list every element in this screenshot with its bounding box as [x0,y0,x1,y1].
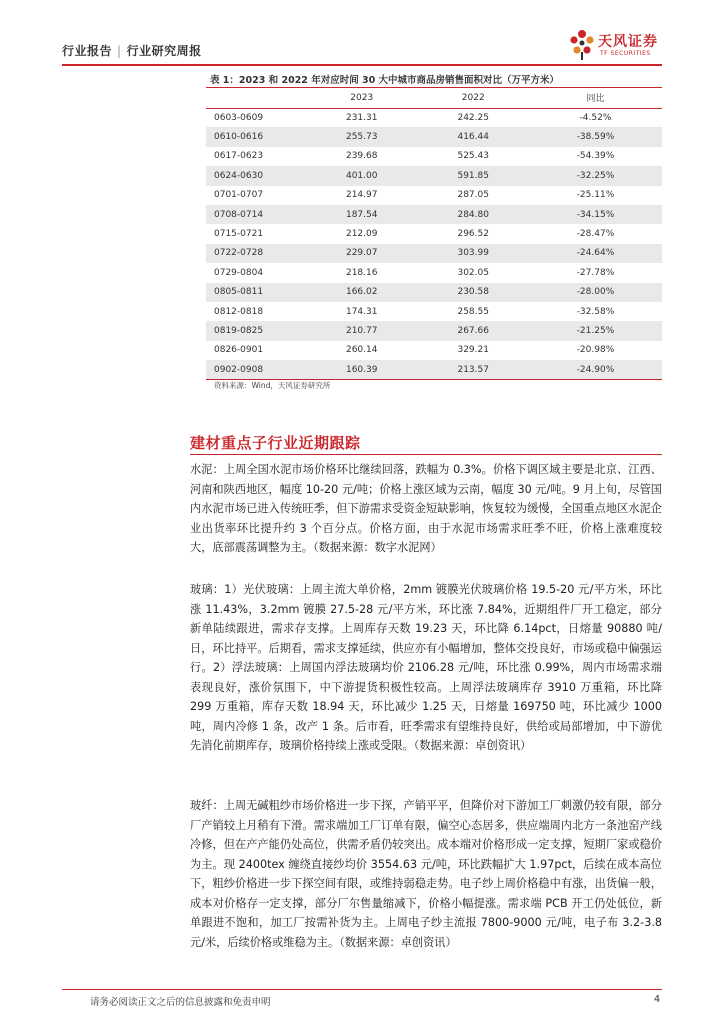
footer-disclaimer: 请务必阅读正文之后的信息披露和免责申明 [90,997,271,1008]
table-cell: -4.52% [579,112,612,123]
fiberglass-paragraph: 玻纤：上周无碱粗纱市场价格进一步下探，产销平平，但降价对下游加工厂刺激仍较有限，部分厂产销较上月稍有下滑。需求端加工厂订单有限，偏空心态居多，供应端周内北方一条池窑产线冷修，但在产产能仍处高位，供需矛盾仍较突出。成本端对价格形成一定支撑，短期厂家或稳价为主。现 2400tex 缠绕直接纱均价 3554.63 元/吨，环比跌幅扩大 1.97pct，后续在成本高位下，粗纱价格进一步下探空间有限，或维持弱稳走势。电子纱上周价格稳中有涨，出货偏一般，成本对价格存一定支撑，部分厂尔售量缩减下，价格小幅提涨。需求端 PCB 开工仍处低位，新单跟进不饱和，加工厂按需补货为主。上周电子纱主流报 7800-9000 元/吨，电子布 3.2-3.8 元/米，后续价格或维稳为主。（数据来源：卓创资讯） [190,799,662,949]
table-cell: 0603-0609 [214,112,264,123]
table-row [206,321,662,340]
logo-text-en: TF SECURITIES [600,50,651,57]
table-cell: 0729-0804 [214,267,264,278]
table-cell: 329.21 [457,345,489,356]
section-divider [190,454,662,455]
report-type [62,42,202,59]
report-category: 行业报告 [62,44,113,58]
table-cell: 213.57 [417,360,528,379]
table-cell: 0819-0825 [206,321,306,340]
table-cell: 0610-0616 [206,127,306,146]
table-cell: 166.02 [306,283,417,302]
table-cell: -28.47% [576,229,615,240]
table-cell: 267.66 [417,321,528,340]
table-cell: -20.98% [576,345,615,356]
table-row [206,283,662,302]
table-cell: 231.31 [345,112,378,123]
table-cell: 0617-0623 [214,151,264,162]
table-cell: -34.15% [529,205,662,224]
table-cell: 296.52 [457,229,489,240]
sales-area-table [206,88,662,380]
table-cell: 174.31 [345,306,378,317]
table-cell: -32.25% [529,166,662,185]
company-logo [568,28,668,62]
table-cell: 214.97 [345,190,378,201]
table-cell: -38.59% [529,127,662,146]
table-cell: 525.43 [457,151,489,162]
table-cell: -28.00% [529,283,662,302]
header-divider [62,64,662,66]
header-separator: | [117,44,122,58]
column-header: 2023 [306,88,417,108]
column-header: 2022 [417,88,528,108]
table-cell: 0902-0908 [206,360,306,379]
table-row [206,302,662,321]
table-cell: -25.11% [576,190,615,201]
table-cell: 0701-0707 [214,190,264,201]
table-cell: 210.77 [306,321,417,340]
table-row [206,108,662,127]
table-cell: 591.85 [417,166,528,185]
table-title: 表 1：2023 和 2022 年对应时间 30 大中城市商品房销售面积对比（万平方米） [210,75,560,86]
table-header-row [206,88,662,108]
cement-paragraph: 水泥：上周全国水泥市场价格环比继续回落，跌幅为 0.3%。价格下调区域主要是北京、江西、河南和陕西地区，幅度 10-20 元/吨；价格上涨区域为云南，幅度 30 元/吨。9 月上旬，尽管国内水泥市场已进入传统旺季，但下游需求受资金短缺影响，恢复较为缓慢，全国重点地区水泥企业出货率环比提升约 3 个百分点。价格方面，由于水泥市场需求旺季不旺，价格上涨难度较大，底部震荡调整为主。（数据来源：数字水泥网） [190,463,662,554]
table-cell: 284.80 [417,205,528,224]
table-row [206,341,662,360]
glass-paragraph: 玻璃：1）光伏玻璃：上周主流大单价格，2mm 镀膜光伏玻璃价格 19.5-20 元/平方米，环比涨 11.43%，3.2mm 镀膜 27.5-28 元/平方米，环比涨 7.84%，近期组件厂开工稳定，部分新单陆续跟进，需求存支撑。上周库存天数 19.23 天，环比降 6.14pct，日熔量 90880 吨/日，环比持平。后期看，需求支撑延续，供应亦有小幅增加，整体交投良好，市场或稳中偏强运行。2）浮法玻璃：上周国内浮法玻璃均价 2106.28 元/吨，环比涨 0.99%，周内市场需求端表现良好，涨价氛围下，中下游提货积极性较高。上周浮法玻璃库存 3910 万重箱，环比降 299 万重箱，库存天数 18.94 天，环比减少 1.25 天，日熔量 169750 吨，环比减少 1000 吨，周内冷修 1 条，改产 1 条。后市看，旺季需求有望维持良好，供给或局部增加，中下游优先消化前期库存，玻璃价格持续上涨或受限。（数据来源：卓创资讯） [190,583,662,752]
report-subcategory: 行业研究周报 [126,44,202,58]
table-cell: -24.64% [529,244,662,263]
table-row [206,360,662,379]
table-row [206,205,662,224]
table-source: 资料来源：Wind，天风证券研究所 [214,381,331,390]
table-cell: 416.44 [417,127,528,146]
table-row [206,244,662,263]
table-cell: 255.73 [306,127,417,146]
table-cell: 0826-0901 [214,345,264,356]
table-row [206,224,662,243]
table-row [206,147,662,166]
table-cell: 0722-0728 [206,244,306,263]
table-cell: 242.25 [457,112,489,123]
table-cell: 212.09 [345,229,378,240]
table-cell: 287.05 [457,190,489,201]
table-row [206,263,662,282]
table-cell: 401.00 [306,166,417,185]
table-cell: 0715-0721 [214,229,264,240]
table-cell: -24.90% [529,360,662,379]
table-cell: 0708-0714 [206,205,306,224]
table-cell: 302.05 [457,267,489,278]
table-cell: 260.14 [345,345,378,356]
table-cell: 230.58 [417,283,528,302]
table-row [206,127,662,146]
table-cell: 0624-0630 [206,166,306,185]
table-cell: 187.54 [306,205,417,224]
table-cell: 160.39 [306,360,417,379]
table-row [206,166,662,185]
table-cell: -27.78% [576,267,615,278]
footer-divider [62,989,662,990]
table-cell: -32.58% [576,306,615,317]
table-cell: 239.68 [345,151,378,162]
table-cell: -21.25% [529,321,662,340]
table-cell: 303.99 [417,244,528,263]
column-header [206,88,306,108]
table-cell: -54.39% [576,151,615,162]
table-cell: 258.55 [457,306,489,317]
section-title: 建材重点子行业近期跟踪 [190,434,361,452]
table-row [206,186,662,205]
logo-flower-icon [568,28,596,60]
page-number: 4 [654,994,661,1005]
logo-text-cn: 天风证券 [598,34,658,50]
table-cell: 0805-0811 [206,283,306,302]
table-cell: 229.07 [306,244,417,263]
table-cell: 218.16 [345,267,378,278]
table-cell: 0812-0818 [214,306,264,317]
column-header: 同比 [529,88,662,108]
